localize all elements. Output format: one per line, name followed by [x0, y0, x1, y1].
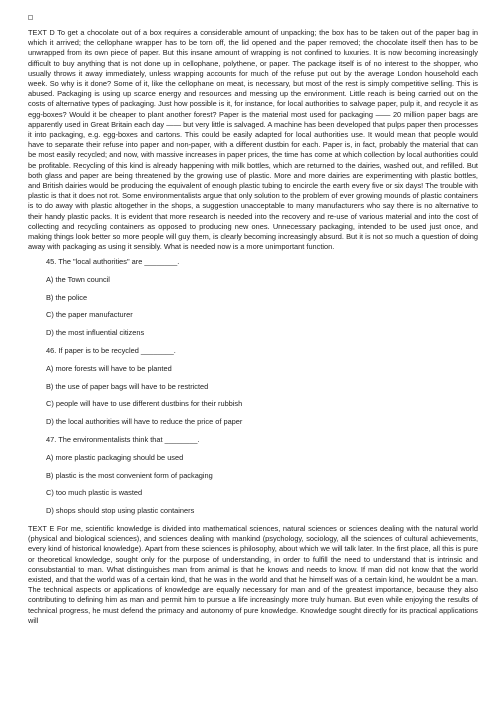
question-46-option-d: D) the local authorities will have to reduce the price of paper [46, 417, 243, 427]
question-46: 46. If paper is to be recycled ________. [46, 346, 176, 356]
text-d-passage: TEXT D To get a chocolate out of a box requires a considerable amount of unpacking; the box has to be taken out of the paper bag in which it arrived; the cellophane wrapper has to be torn off, the lid opened and the paper removed; the chocolate itself then has to be unwrapped from its own piece of paper. But this insane amount of wrapping is not confined to luxuries. It is now becoming increasingly difficult to buy anything that is not done up in cellophane, polythene, or paper. The package itself is of no interest to the shopper, who usually throws it away immediately, unless wrapping accounts for much of the refuse put out by the average London household each week. So why is it done? Some of it, like the cellophane on meat, is necessary, but most of the rest is simply competitive selling. This is abused. Packaging is using up scarce energy and resources and messing up the environment. Little reach is being carried out on the costs of alternative types of packaging. Just how possible is it, for instance, for local authorities to salvage paper, pulp it, and recycle it as egg-boxes? Would it be cheaper to plant another forest? Paper is the material most used for packaging —— 20 million paper bags are apparently used in Great Britain each day —— but very little is salvaged. A machine has been developed that pulps paper then processes it into packaging, e.g. egg-boxes and cartons. This could be easily adapted for local authorities use. It would mean that people would have to separate their refuse into paper and non-paper, with a different dustbin for each. Paper is, in fact, probably the material that can be most easily recycled; and now, with massive increases in paper prices, the time has come at which collection by local authorities could be profitable. Recycling of this kind is already happening with milk bottles, which are returned to the dairies, washed out, and refilled. But both glass and paper are being threatened by the growing use of plastic. More and more dairies are experimenting with plastic bottles, and British dairies would be producing the equivalent of enough plastic tubing to encircle the earth every five or six days! The trouble with plastic is that it does not rot. Some environmentalists argue that only solution to the problem of ever growing mounds of plastic containers is to do away with plastic altogether in the shops, a suggestion unacceptable to many manufacturers who say there is no alternative to their handy plastic packs. It is evident that more research is needed into the recovery and re-use of various material and into the cost of collecting and recycling containers as opposed to producing new ones. Unnecessary packaging, intended to be used just once, and making things look better so more people will guy them, is clearly becoming increasingly absurd. But it is not so much a question of doing away with packaging as using it sensibly. What is needed now is a more unimportant function. [28, 28, 478, 252]
question-47-option-a: A) more plastic packaging should be used [46, 452, 184, 462]
question-45-option-d: D) the most influential citizens [46, 328, 145, 338]
question-45-option-a: A) the Town council [46, 274, 110, 284]
question-46-option-b: B) the use of paper bags will have to be restricted [46, 381, 209, 391]
question-46-option-a: A) more forests will have to be planted [46, 363, 172, 373]
question-47-option-b: B) plastic is the most convenient form of packaging [46, 470, 213, 480]
question-45-option-b: B) the police [46, 292, 88, 302]
question-46-option-c: C) people will have to use different dustbins for their rubbish [46, 399, 243, 409]
text-e-passage: TEXT E For me, scientific knowledge is divided into mathematical sciences, natural sciences or sciences dealing with the natural world (physical and biological sciences), and sciences dealing with mankind (psychology, sociology, all the sciences of cultural achievements, every kind of historical knowledge). Apart from these sciences is philosophy, about which we will talk later. In the first place, all this is pure or theoretical knowledge, sought only for the purpose of understanding, in order to fulfill the need to understand that is intrinsic and consubstantial to man. What distinguishes man from animal is that he knows and needs to know. If man did not know that the world existed, and that the world was of a certain kind, that he was in the world and that he himself was of a certain kind, he wouldnt be a man. The technical aspects or applications of knowledge are equally necessary for man and of the greatest importance, because they also contributing to defining him as man and permit him to pursue a life increasingly more truly human. But even while enjoying the results of technical progress, he must defend the primacy and autonomy of pure knowledge. Knowledge sought directly for its practical applications will [28, 524, 478, 625]
question-47: 47. The environmentalists think that ________. [46, 435, 200, 445]
question-45-option-c: C) the paper manufacturer [46, 310, 133, 320]
document-body [28, 28, 478, 631]
question-47-option-c: C) too much plastic is wasted [46, 488, 143, 498]
page-corner-mark [28, 15, 33, 20]
question-47-option-d: D) shops should stop using plastic containers [46, 506, 195, 516]
question-45: 45. The "local authorities" are ________. [46, 257, 180, 267]
